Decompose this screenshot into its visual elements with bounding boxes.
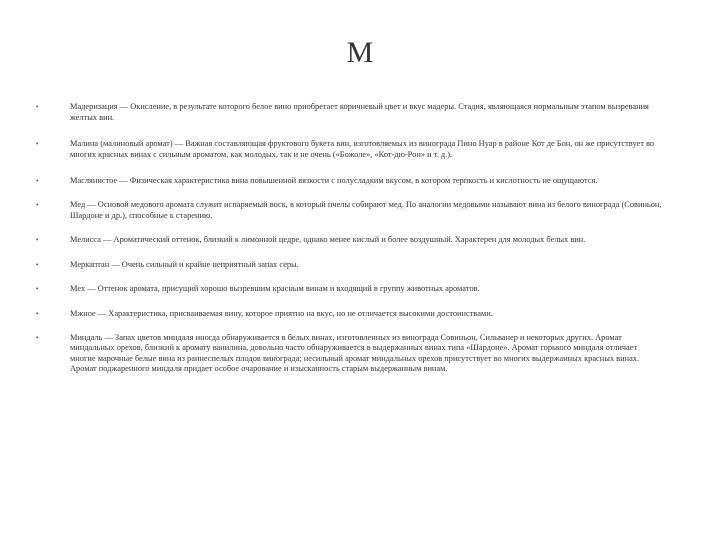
bullet-icon: • (36, 260, 39, 269)
list-item (36, 200, 664, 221)
list-item (36, 102, 664, 123)
bullet-icon: • (36, 177, 39, 186)
list-item-text: Мадеризация — Окисление, в результате которого белое вино приобретает коричневый цвет и вкус мадеры. Стадия, являющаяся нормальным этапом вызревания желтых вин. (70, 102, 649, 122)
list-item-text: Мех — Оттенок аромата, присущий хорошо вызревшим красным винам и входящий в группу животных ароматов. (70, 284, 480, 294)
list-item-text: Меркаптан — Очень сильный и крайне неприятный запах серы. (70, 259, 299, 269)
list-item-text: Мелисса — Ароматический оттенок, близкий к лимонной цедре, однако менее кислый и более воздушный. Характерен для молодых белых вин. (70, 235, 586, 245)
list-item-text: Маслянистое — Физическая характеристика вина повышенной вязкости с полусладким вкусом, в котором терпкость и кислотность не ощущаются. (70, 176, 598, 186)
bullet-icon: • (36, 285, 39, 294)
bullet-icon: • (36, 309, 39, 318)
list-item (36, 235, 664, 246)
bullet-icon: • (36, 103, 39, 111)
bullet-icon: • (36, 200, 39, 209)
list-item (36, 139, 664, 160)
bullet-icon: • (36, 236, 39, 245)
list-item (36, 333, 664, 375)
list-item-text: Малина (малиновый аромат) — Важная составляющая фруктового букета вин, изготовляемых из винограда Пино Нуар в районе Кот де Бон, он же присутствует во многих красных винах с сильным ароматом, как молодых, так и не очень («Божоле», «Кот-дю-Рон» и т. д.). (70, 139, 655, 159)
list-item (36, 309, 664, 320)
bullet-icon: • (36, 333, 39, 342)
list-item-text: Мжное — Характеристика, присваиваемая вину, которое приятно на вкус, но не отличается высокими достоинствами. (70, 308, 493, 318)
list-item (36, 176, 664, 187)
glossary-list (36, 102, 664, 375)
list-item-text: Миндаль — Запах цветов миндаля иногда обнаруживается в белых винах, изготовленных из винограда Совиньон, Сильванер и некоторых других. Аромат миндальных орехов, близкий к аромату ванилина, довольно часто обнаруживается в выдержанных винах типа «Шардоне». Аромат горького миндаля отличает многие марочные белые вина из раннеспелых плодов винограда; несильный аромат миндальных орехов присутствует во многих выдержанных красных винах. Аромат поджаренного миндаля придает особое очарование и изысканность старым выдержанным винам. (70, 332, 640, 374)
slide-title: М (346, 36, 374, 69)
list-item (36, 284, 664, 295)
bullet-icon: • (36, 140, 39, 149)
list-item (36, 260, 664, 271)
list-item-text: Мед — Основой медового аромата служит испаряемый воск, в который пчелы собирают мед. По аналогии медовыми называют вина из белого винограда (Совиньон, Шардоне и др.), способные к старению. (70, 199, 662, 220)
